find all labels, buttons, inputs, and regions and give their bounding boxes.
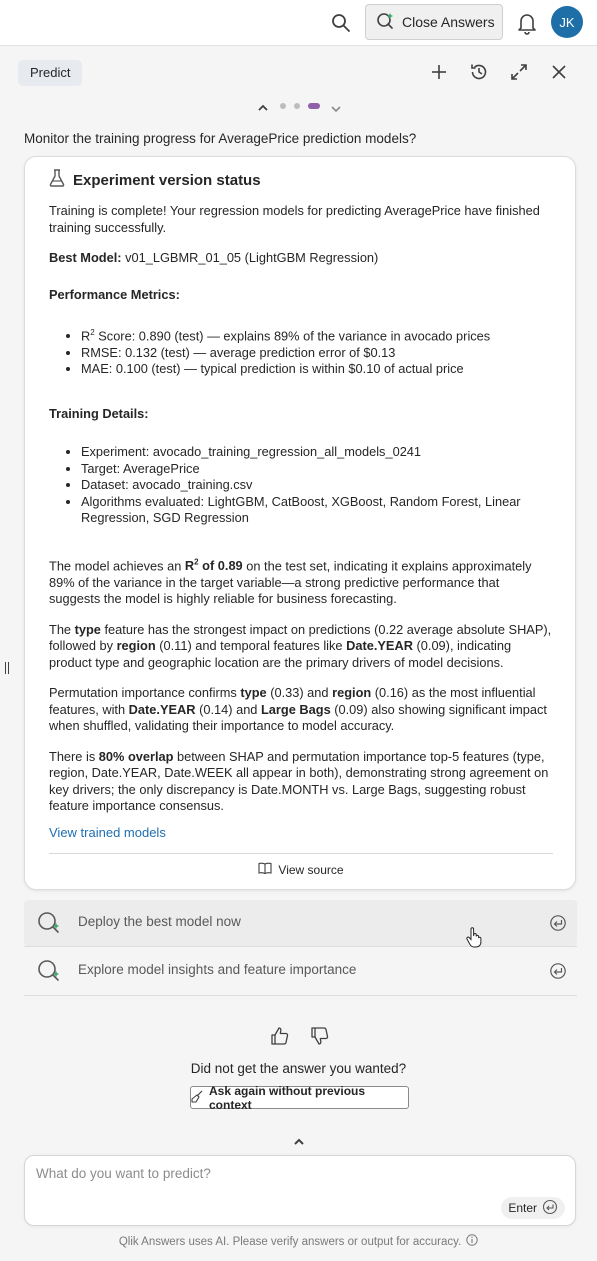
user-question: Monitor the training progress for AveragePrice prediction models? bbox=[24, 131, 417, 146]
training-list bbox=[81, 444, 553, 527]
chevron-up-icon[interactable] bbox=[258, 100, 268, 115]
best-model-label: Best Model: bbox=[49, 250, 122, 265]
pager-dot[interactable] bbox=[294, 103, 300, 109]
history-icon[interactable] bbox=[468, 61, 490, 83]
p2-d: (0.11) and temporal features like bbox=[155, 638, 347, 654]
info-icon[interactable] bbox=[466, 1234, 478, 1249]
metric-rmse: • RMSE: 0.132 (test) — average prediction error of $0.13 bbox=[81, 345, 553, 362]
metrics-heading: Performance Metrics: bbox=[49, 286, 180, 302]
metric-mae: • MAE: 0.100 (test) — typical prediction is within $0.10 of actual price bbox=[81, 361, 553, 378]
r2-text: Score: 0.890 (test) — explains 89% of the variance in avocado prices bbox=[94, 328, 491, 344]
p3-b3: Date.YEAR bbox=[128, 701, 196, 717]
training-heading: Training Details: bbox=[49, 405, 149, 421]
caret-up-icon[interactable] bbox=[293, 1135, 305, 1145]
retry-prompt: Did not get the answer you wanted? bbox=[190, 1061, 407, 1076]
chevron-down-icon[interactable] bbox=[331, 101, 341, 116]
suggestion-label: Explore model insights and feature importance bbox=[78, 962, 357, 977]
p1-b-sup: 2 bbox=[194, 557, 199, 567]
p3-d: (0.16) as the most influential features, with bbox=[49, 685, 536, 717]
book-icon bbox=[258, 862, 272, 877]
training-item: • Experiment: avocado_training_regression_all_models_0241 bbox=[81, 444, 553, 461]
p2-b1: type bbox=[74, 621, 101, 637]
expand-icon[interactable] bbox=[508, 61, 530, 83]
p3-a: Permutation importance confirms bbox=[49, 685, 241, 701]
bell-icon[interactable] bbox=[516, 11, 538, 35]
card-body bbox=[49, 203, 553, 829]
p3-f: (0.09) also showing significant impact when shuffled, validating their importance to model accuracy. bbox=[49, 701, 547, 734]
card-title bbox=[49, 169, 261, 191]
summary-paragraph-4 bbox=[49, 749, 553, 815]
p4-b1: 80% overlap bbox=[98, 748, 174, 764]
ask-again-button[interactable] bbox=[190, 1083, 409, 1112]
suggestion-deploy[interactable] bbox=[24, 900, 577, 946]
p4-c: between SHAP and permutation importance top-5 features (type, region, Date.YEAR, Date.WEEK all appear in both), demonstrating strong agreement on key drivers; the only discrepancy is Date.MONTH vs. Large Bags, suggesting robust feature importance consensus. bbox=[49, 748, 549, 814]
p4-a: There is bbox=[49, 748, 99, 764]
answer-pager bbox=[256, 97, 346, 113]
p1-b-rest: of 0.89 bbox=[198, 558, 243, 574]
p2-e: (0.09), indicating product type and geographic location are the primary drivers of model decisions. bbox=[49, 638, 512, 670]
avatar-initials: JK bbox=[559, 14, 575, 30]
hand-cursor-icon bbox=[466, 927, 482, 949]
p3-c: (0.33) and bbox=[266, 685, 333, 701]
send-arrow-icon bbox=[549, 962, 567, 980]
search-icon[interactable] bbox=[330, 12, 352, 34]
pager-dot[interactable] bbox=[280, 103, 286, 109]
ai-disclaimer bbox=[0, 1234, 597, 1249]
metrics-list bbox=[81, 325, 553, 378]
broom-icon bbox=[191, 1090, 203, 1106]
view-source-label: View source bbox=[278, 862, 344, 877]
r2-sup: 2 bbox=[90, 328, 95, 337]
view-source-button[interactable] bbox=[25, 862, 577, 877]
predict-chip[interactable]: Predict bbox=[18, 60, 82, 86]
p1-c: on the test set, indicating it explains approximately 89% of the variance in the target variable—a strong predictive performance that suggests the model is highly reliable for business forecasting. bbox=[49, 558, 532, 607]
p2-b2: region bbox=[116, 638, 156, 654]
divider bbox=[24, 995, 577, 996]
best-model bbox=[49, 250, 553, 267]
training-item: • Algorithms evaluated: LightGBM, CatBoost, XGBoost, Random Forest, Linear Regression, SGD Regression bbox=[81, 494, 553, 527]
enter-button[interactable] bbox=[501, 1197, 565, 1219]
prompt-box bbox=[24, 1155, 576, 1226]
view-trained-models-link[interactable]: View trained models bbox=[49, 825, 166, 840]
answer-card bbox=[24, 156, 576, 890]
send-arrow-icon bbox=[542, 1199, 558, 1218]
p3-b4: Large Bags bbox=[260, 701, 331, 717]
answers-icon bbox=[376, 12, 394, 33]
top-header bbox=[0, 0, 597, 46]
p3-e: (0.14) and bbox=[195, 701, 261, 717]
divider bbox=[24, 946, 577, 947]
close-icon[interactable] bbox=[548, 61, 570, 83]
close-answers-label: Close Answers bbox=[402, 14, 495, 30]
suggestion-explore[interactable] bbox=[24, 948, 577, 994]
divider bbox=[49, 853, 553, 854]
p3-b1: type bbox=[240, 685, 267, 701]
plus-icon[interactable] bbox=[428, 61, 450, 83]
metric-r2 bbox=[81, 325, 553, 345]
intro-text: Training is complete! Your regression models for predicting AveragePrice have finished training successfully. bbox=[49, 203, 540, 235]
avatar[interactable] bbox=[551, 6, 583, 38]
best-model-value: v01_LGBMR_01_05 (LightGBM Regression) bbox=[125, 250, 379, 265]
p2-b3: Date.YEAR bbox=[346, 638, 413, 654]
answers-suggestion-icon bbox=[36, 910, 62, 936]
p2-c: feature has the strongest impact on predictions (0.22 average absolute SHAP), followed by bbox=[49, 621, 552, 654]
answers-suggestion-icon bbox=[36, 958, 62, 984]
enter-label: Enter bbox=[508, 1201, 537, 1215]
panel-toolbar bbox=[0, 46, 597, 98]
feedback-buttons bbox=[270, 1026, 332, 1046]
resize-handle[interactable] bbox=[4, 662, 10, 674]
ask-again-label: Ask again without previous context bbox=[209, 1083, 366, 1112]
pager-dot-active[interactable] bbox=[308, 103, 320, 109]
card-title-text: Experiment version status bbox=[73, 171, 261, 189]
summary-paragraph-2 bbox=[49, 622, 553, 672]
p1-b-r: R bbox=[184, 558, 195, 574]
thumbs-down-icon[interactable] bbox=[310, 1026, 330, 1049]
summary-paragraph-1 bbox=[49, 555, 553, 608]
p2-a: The bbox=[49, 621, 75, 637]
disclaimer-text: Qlik Answers uses AI. Please verify answers or output for accuracy. bbox=[118, 1235, 462, 1248]
close-answers-button[interactable] bbox=[365, 4, 503, 40]
flask-icon bbox=[49, 169, 65, 191]
thumbs-up-icon[interactable] bbox=[270, 1026, 290, 1049]
suggestion-label: Deploy the best model now bbox=[78, 914, 241, 929]
training-item: • Dataset: avocado_training.csv bbox=[81, 477, 553, 494]
p1-a: The model achieves an bbox=[49, 558, 185, 574]
p3-b2: region bbox=[332, 685, 372, 701]
training-item: • Target: AveragePrice bbox=[81, 461, 553, 478]
r2-prefix: R bbox=[81, 328, 91, 344]
summary-paragraph-3 bbox=[49, 685, 553, 735]
send-arrow-icon bbox=[549, 914, 567, 932]
prompt-input[interactable] bbox=[36, 1164, 536, 1182]
